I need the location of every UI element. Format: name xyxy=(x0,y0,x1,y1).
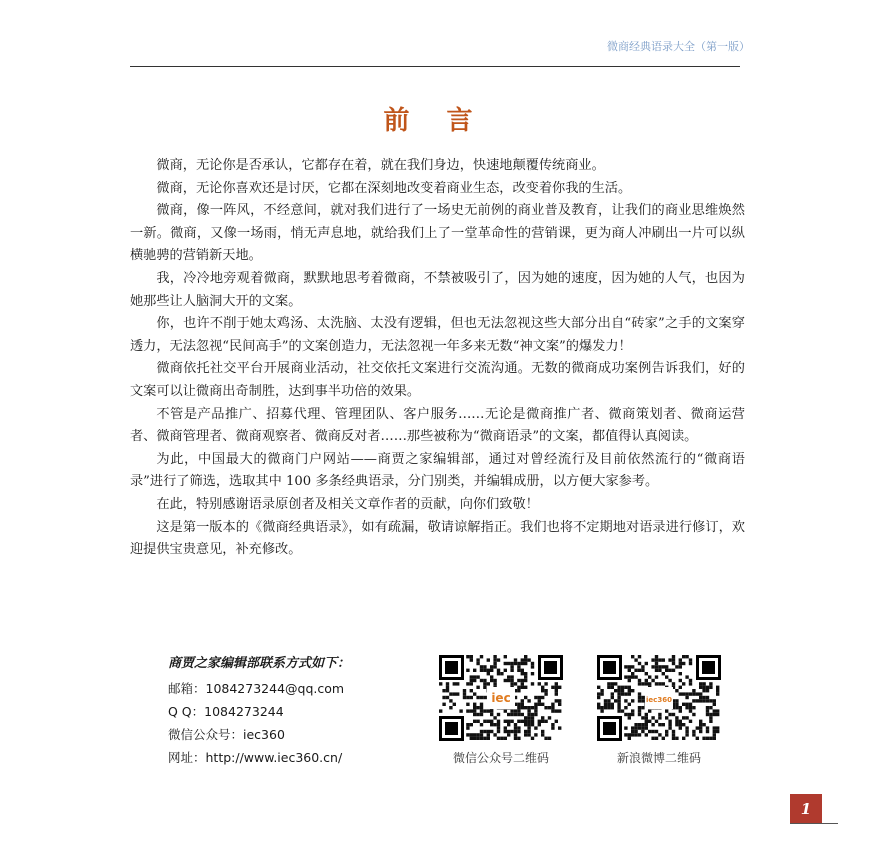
paragraph: 微商依托社交平台开展商业活动，社交依托文案进行交流沟通。无数的微商成功案例告诉我们，好的文案可以让微商出奇制胜，达到事半功倍的效果。 xyxy=(130,361,745,399)
qq-line: Q Q：1084273244 xyxy=(168,704,284,719)
paragraph: 微商，无论你喜欢还是讨厌，它都在深刻地改变着商业生态，改变着你我的生活。 xyxy=(156,180,632,196)
weibo-qr-caption: 新浪微博二维码 xyxy=(616,751,701,765)
contact-heading: 商贾之家编辑部联系方式如下： xyxy=(168,656,351,671)
wechat-qr-block xyxy=(434,655,568,766)
paragraph: 为此，中国最大的微商门户网站——商贾之家编辑部，通过对曾经流行及目前依然流行的“微商语录”进行了筛选，选取其中 100 多条经典语录，分门别类，并编辑成册，以方便大家参考。 xyxy=(130,451,745,490)
page-number-badge xyxy=(790,794,822,824)
header-rule xyxy=(130,66,740,67)
page-title: 前 言 xyxy=(383,106,487,136)
paragraph: 微商，无论你是否承认，它都存在着，就在我们身边，快速地颠覆传统商业。 xyxy=(156,158,605,173)
paragraph: 这是第一版本的《微商经典语录》，如有疏漏，敬请谅解指正。我们也将不定期地对语录进行修订，欢迎提供宝贵意见，补充修改。 xyxy=(130,519,745,558)
contact-info xyxy=(168,652,428,769)
email-line[interactable]: 邮箱：1084273244@qq.com xyxy=(168,681,345,696)
weibo-qr-block xyxy=(592,655,726,766)
website-link[interactable]: 网址：http://www.iec360.cn/ xyxy=(168,750,343,765)
footer-rule xyxy=(790,823,838,824)
wechat-qr-code-icon xyxy=(439,655,563,741)
preface-body xyxy=(130,155,745,562)
svg-text:iec: iec xyxy=(491,691,511,705)
svg-text:iec360: iec360 xyxy=(646,696,672,704)
paragraph: 微商，像一阵风，不经意间，就对我们进行了一场史无前例的商业普及教育，让我们的商业思维焕然一新。微商，又像一场雨，悄无声息地，就给我们上了一堂革命性的营销课，更为商人冲刷出一片可以纵横驰骋的营销新天地。 xyxy=(130,203,745,264)
paragraph: 你，也许不削于她太鸡汤、太洗脑、太没有逻辑，但也无法忽视这些大部分出自“砖家”之手的文案穿透力，无法忽视“民间高手”的文案创造力，无法忽视一年多来无数“神文案”的爆发力！ xyxy=(130,316,745,354)
paragraph: 我，冷冷地旁观着微商，默默地思考着微商，不禁被吸引了，因为她的速度，因为她的人气，也因为她那些让人脑洞大开的文案。 xyxy=(130,270,745,309)
running-header: 微商经典语录大全（第一版） xyxy=(607,40,750,53)
paragraph: 不管是产品推广、招募代理、管理团队、客户服务……无论是微商推广者、微商策划者、微商运营者、微商管理者、微商观察者、微商反对者……那些被称为“微商语录”的文案，都值得认真阅读。 xyxy=(130,406,745,445)
wechat-qr-caption: 微信公众号二维码 xyxy=(452,751,549,765)
page-number: 1 xyxy=(800,800,812,818)
weibo-qr-code-icon xyxy=(597,655,721,741)
wechat-line: 微信公众号：iec360 xyxy=(168,727,285,742)
paragraph: 在此，特别感谢语录原创者及相关文章作者的贡献，向你们致敬！ xyxy=(156,496,539,512)
